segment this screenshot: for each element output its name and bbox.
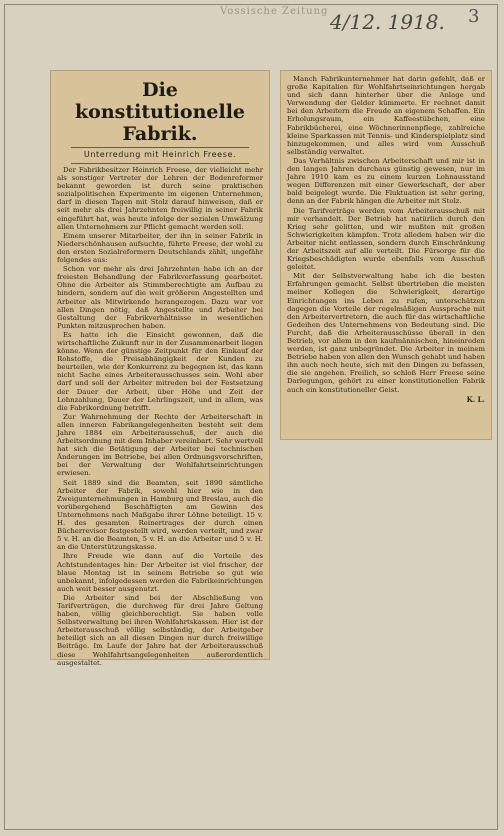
paragraph: Die Tarifverträge werden vom Arbeiterausschuß mit mir verhandelt. Der Betrieb hat natürlich durch den Krieg sehr gelitten, und wir mußten mit großen Schwierigkeiten kämpfen. Trotz alledem haben wir die Arbeiter nicht entlassen, sondern durch Einschränkung der Arbeitszeit auf alle verteilt. Die Fürsorge für die Kriegsbeschädigten wurde ebenfalls vom Ausschuß geleitet. (287, 206, 485, 272)
paragraph: Es hatte ich die Einsicht gewonnen, daß die wirtschaftliche Zukunft nur in der Zusammenarbeit liegen könne. Wenn der günstige Zeitpunkt für den Einkauf der Rohstoffe, die Preisabhängigkeit der Kunden zu beurteilen, wie der Konkurrenz zu begegnen ist, das kann nicht Sache eines Arbeiterausschusses sein. Wohl aber darf und soll der Arbeiter mitreden bei der Festsetzung der Dauer der Arbeit, über Höhe und Zeit der Lohnzahlung, Dauer der Lehrlingszeit, und in allem, was die Fabrikordnung betrifft. (57, 330, 263, 412)
paragraph: Der Fabrikbesitzer Heinrich Freese, der vielleicht mehr als sonstiger Vertreter der Lehren der Bodenreformer bekannt geworden ist durch seine praktischen sozialpolitischen Experimente im eigenen Unternehmen, darf in diesen Tagen mit Stolz darauf hinweisen, daß er seit mehr als drei Jahrzehnten freiwillig in seiner Fabrik eingeführt hat, was heute infolge der sozialen Umwälzung allen Unternehmern zur Pflicht gemacht werden soll. (57, 166, 263, 231)
paragraph: Zur Wahrnehmung der Rechte der Arbeiterschaft in allen inneren Fabrikangelegenheiten besteht seit dem Jahre 1884 ein Arbeiterausschuß, der auch die Arbeitsordnung mit dem Inhaber vereinbart. Sehr wertvoll hat sich die Betätigung der Arbeiter bei technischen Änderungen im Betriebe, bei allen Ordnungsvorschriften, bei der Verwaltung der Wohlfahrtseinrichtungen erwiesen. (57, 412, 263, 478)
author-signature: K. L. (466, 394, 485, 404)
handwritten-date: 4/12. 1918. (330, 10, 445, 34)
paragraph: Manch Fabrikunternehmer hat darin gefehlt, daß er große Kapitalien für Wohlfahrtseinrichtungen hergab und sich dann hinterher über die Anlage und Verwendung der Gelder kümmerte. Er rechnet damit bei den Arbeitern die Freude an eigenem Schaffen. Ein Erholungsraum, ein Kaffeestübchen, eine Fabrikbücherei, eine Wöchnerinnenpflege, zahlreiche kleine Sparkassen mit Tennis- und Kinderspielplatz sind hinzugekommen, und alles wird vom Ausschuß selbständig verwaltet. (287, 75, 485, 156)
left-body (51, 166, 269, 667)
page-number: 3 (468, 6, 480, 27)
newspaper-name: Vossische Zeitung (220, 6, 329, 17)
paragraph: Einem unserer Mitarbeiter, der ihn in seiner Fabrik in Niederschönhausen aufsuchte, führte Freese, der wohl zu den ersten Sozialreformern Deutschlands zählt, ungefähr folgendes aus: (57, 231, 263, 265)
article-title: Die konstitutionelle Fabrik. (74, 79, 246, 145)
paragraph: Schon vor mehr als drei Jahrzehnten habe ich an der freiesten Behandlung der Fabrikverfassung gearbeitet. Ohne die Arbeiter als Stimmberechtigte am Aufbau zu hindern, sondern auf die weit größeren Angestellten und Arbeiter als Mitwirkende herangezogen. Dazu war vor allen Dingen nötig, daß Angestellte und Arbeiter bei Gestaltung der Fabrikverhältnisse in wesentlichen Punkten mitzusprechen haben. (57, 265, 263, 330)
clipping-right-column (280, 70, 492, 440)
paragraph: Seit 1889 sind die Beamten, seit 1890 sämtliche Arbeiter der Fabrik, sowohl hier wie in den Zweigunternehmungen in Hamburg und Breslau, auch die vorübergehend Beschäftigten am Gewinn des Unternehmens nach Maßgabe ihrer Löhne beteiligt. 15 v. H. des gesamten Reinertrages der durch einen Bücherrevisor festgestellt wird, werden verteilt, und zwar 5 v. H. an die Beamten, 5 v. H. an die Arbeiter und 5 v. H. an die Unterstützungskasse. (57, 478, 263, 552)
paragraph: Mit der Selbstverwaltung habe ich die besten Erfahrungen gemacht. Selbst übertrieben die meisten meiner Kollegen die Schwierigkeit, derartige Einrichtungen ins Leben zu rufen, unterschätzen dagegen die Vorteile der regelmäßigen Aussprache mit den Arbeitervertretern, die auch für das wirtschaftliche Gedeihen des Unternehmens von Bedeutung sind. Die Furcht, daß die Arbeiterausschüsse überall in den Betrieb, vor allem in den kaufmännischen, hineinreden werden, ist ganz unbegründet. Die Arbeiter in meinem Betriebe haben von allen den Wunsch gehabt und haben ihn auch noch heute, sich mit den Dingen zu befassen, die sie angehen. Freilich, so schloß Herr Freese seine Darlegungen, gehört zu einer konstitutionellen Fabrik auch ein konstitutioneller Geist. (287, 272, 485, 394)
article-subtitle: Unterredung mit Heinrich Freese. (83, 150, 237, 159)
right-body (281, 71, 491, 404)
title-rule (71, 147, 249, 148)
paragraph: Die Arbeiter sind bei der Abschließung von Tarifverträgen, die durchweg für drei Jahre Geltung haben, völlig gleichberechtigt. Sie haben volle Selbstverwaltung bei ihren Wohlfahrtskassen. Hier ist der Arbeiterausschuß völlig selbständig, der Arbeitgeber beteiligt sich an all diesen Dingen nur durch freiwillige Beiträge. Im Laufe der Jahre hat der Arbeiterausschuß diese Wohlfahrtsangelegenheiten außerordentlich ausgestaltet. (57, 593, 263, 667)
subtitle-rule (71, 163, 249, 164)
paragraph: Das Verhältnis zwischen Arbeiterschaft und mir ist in den langen Jahren durchaus günstig gewesen, nur im Jahre 1910 kam es zu einem kurzen Lohnausstand wegen Differenzen mit einer Gewerkschaft, der aber bald beigelegt wurde. Die Fluktuation ist sehr gering, denn an der Fabrik hängen die Arbeiter mit Stolz. (287, 156, 485, 206)
paragraph: Ihre Freude wie dann auf die Vorteile des Achtstundentages hin: Der Arbeiter ist viel frischer, der blaue Montag ist in seinem Betriebe so gut wie unbekannt, infolgedessen werden die Fabrikeinrichtungen auch weit besser ausgenutzt. (57, 552, 263, 593)
clipping-left-column (50, 70, 270, 667)
